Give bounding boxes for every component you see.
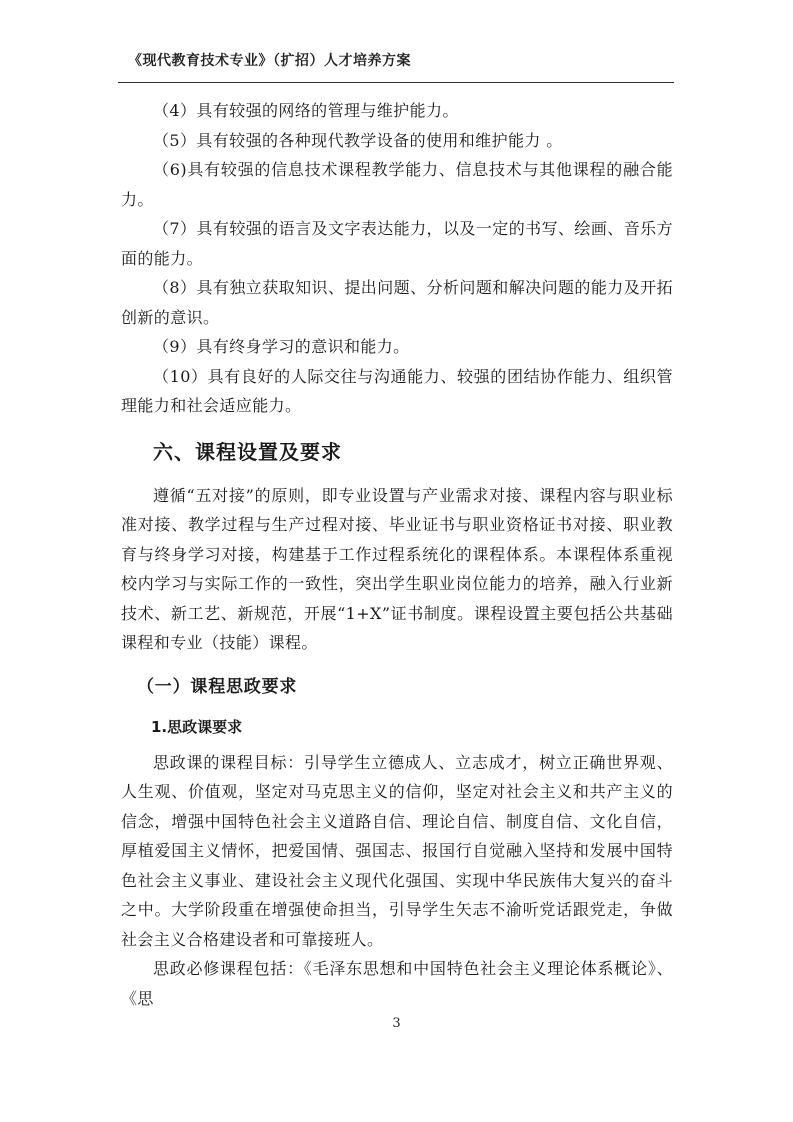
ability-item-8: （8）具有独立获取知识、提出问题、分析问题和解决问题的能力及开拓创新的意识。 <box>121 278 673 327</box>
ability-item-4: （4）具有较强的网络的管理与维护能力。 <box>153 101 459 120</box>
subsection-heading-ideology: （一）课程思政要求 <box>137 676 298 697</box>
ideology-goal-paragraph: 思政课的课程目标：引导学生立德成人、立志成才，树立正确世界观、人生观、价值观，坚定对马克思主义的信仰，坚定对社会主义和共产主义的信念，增强中国特色社会主义道路自信、理论自信、制度自信、文化自信，厚植爱国主义情怀，把爱国情、强国志、报国行自觉融入坚持和发展中国特色社会主义事业、建设社会主义现代化强国、实现中华民族伟大复兴的奋斗之中。大学阶段重在增强使命担当，引导学生矢志不渝听党话跟党走，争做社会主义合格建设者和可靠接班人。 <box>121 752 673 949</box>
section-intro-paragraph: 遵循“五对接”的原则，即专业设置与产业需求对接、课程内容与职业标准对接、教学过程与生产过程对接、毕业证书与职业资格证书对接、职业教育与终身学习对接，构建基于工作过程系统化的课程体系。本课程体系重视校内学习与实际工作的一致性，突出学生职业岗位能力的培养，融入行业新技术、新工艺、新规范，开展“1+X”证书制度。课程设置主要包括公共基础课程和专业（技能）课程。 <box>121 485 673 652</box>
ability-item-6: （6)具有较强的信息技术课程教学能力、信息技术与其他课程的融合能力。 <box>121 160 673 209</box>
required-courses-paragraph: 思政必修课程包括：《毛泽东思想和中国特色社会主义理论体系概论》、《思 <box>121 959 673 1008</box>
page-content <box>121 96 673 1013</box>
header-divider <box>118 82 674 83</box>
ability-item-10: （10）具有良好的人际交往与沟通能力、较强的团结协作能力、组织管理能力和社会适应能力。 <box>121 366 673 415</box>
section-heading-course-setup: 六、课程设置及要求 <box>153 439 342 464</box>
page-number: 3 <box>392 1016 401 1031</box>
running-header: 《现代教育技术专业》（扩招）人才培养方案 <box>128 53 411 69</box>
item-heading-ideology-course: 1.思政课要求 <box>151 717 243 736</box>
ability-item-9: （9）具有终身学习的意识和能力。 <box>153 337 410 356</box>
ability-item-5: （5）具有较强的各种现代教学设备的使用和维护能力 。 <box>153 130 563 150</box>
ability-item-7: （7）具有较强的语言及文字表达能力，以及一定的书写、绘画、音乐方面的能力。 <box>121 219 673 268</box>
